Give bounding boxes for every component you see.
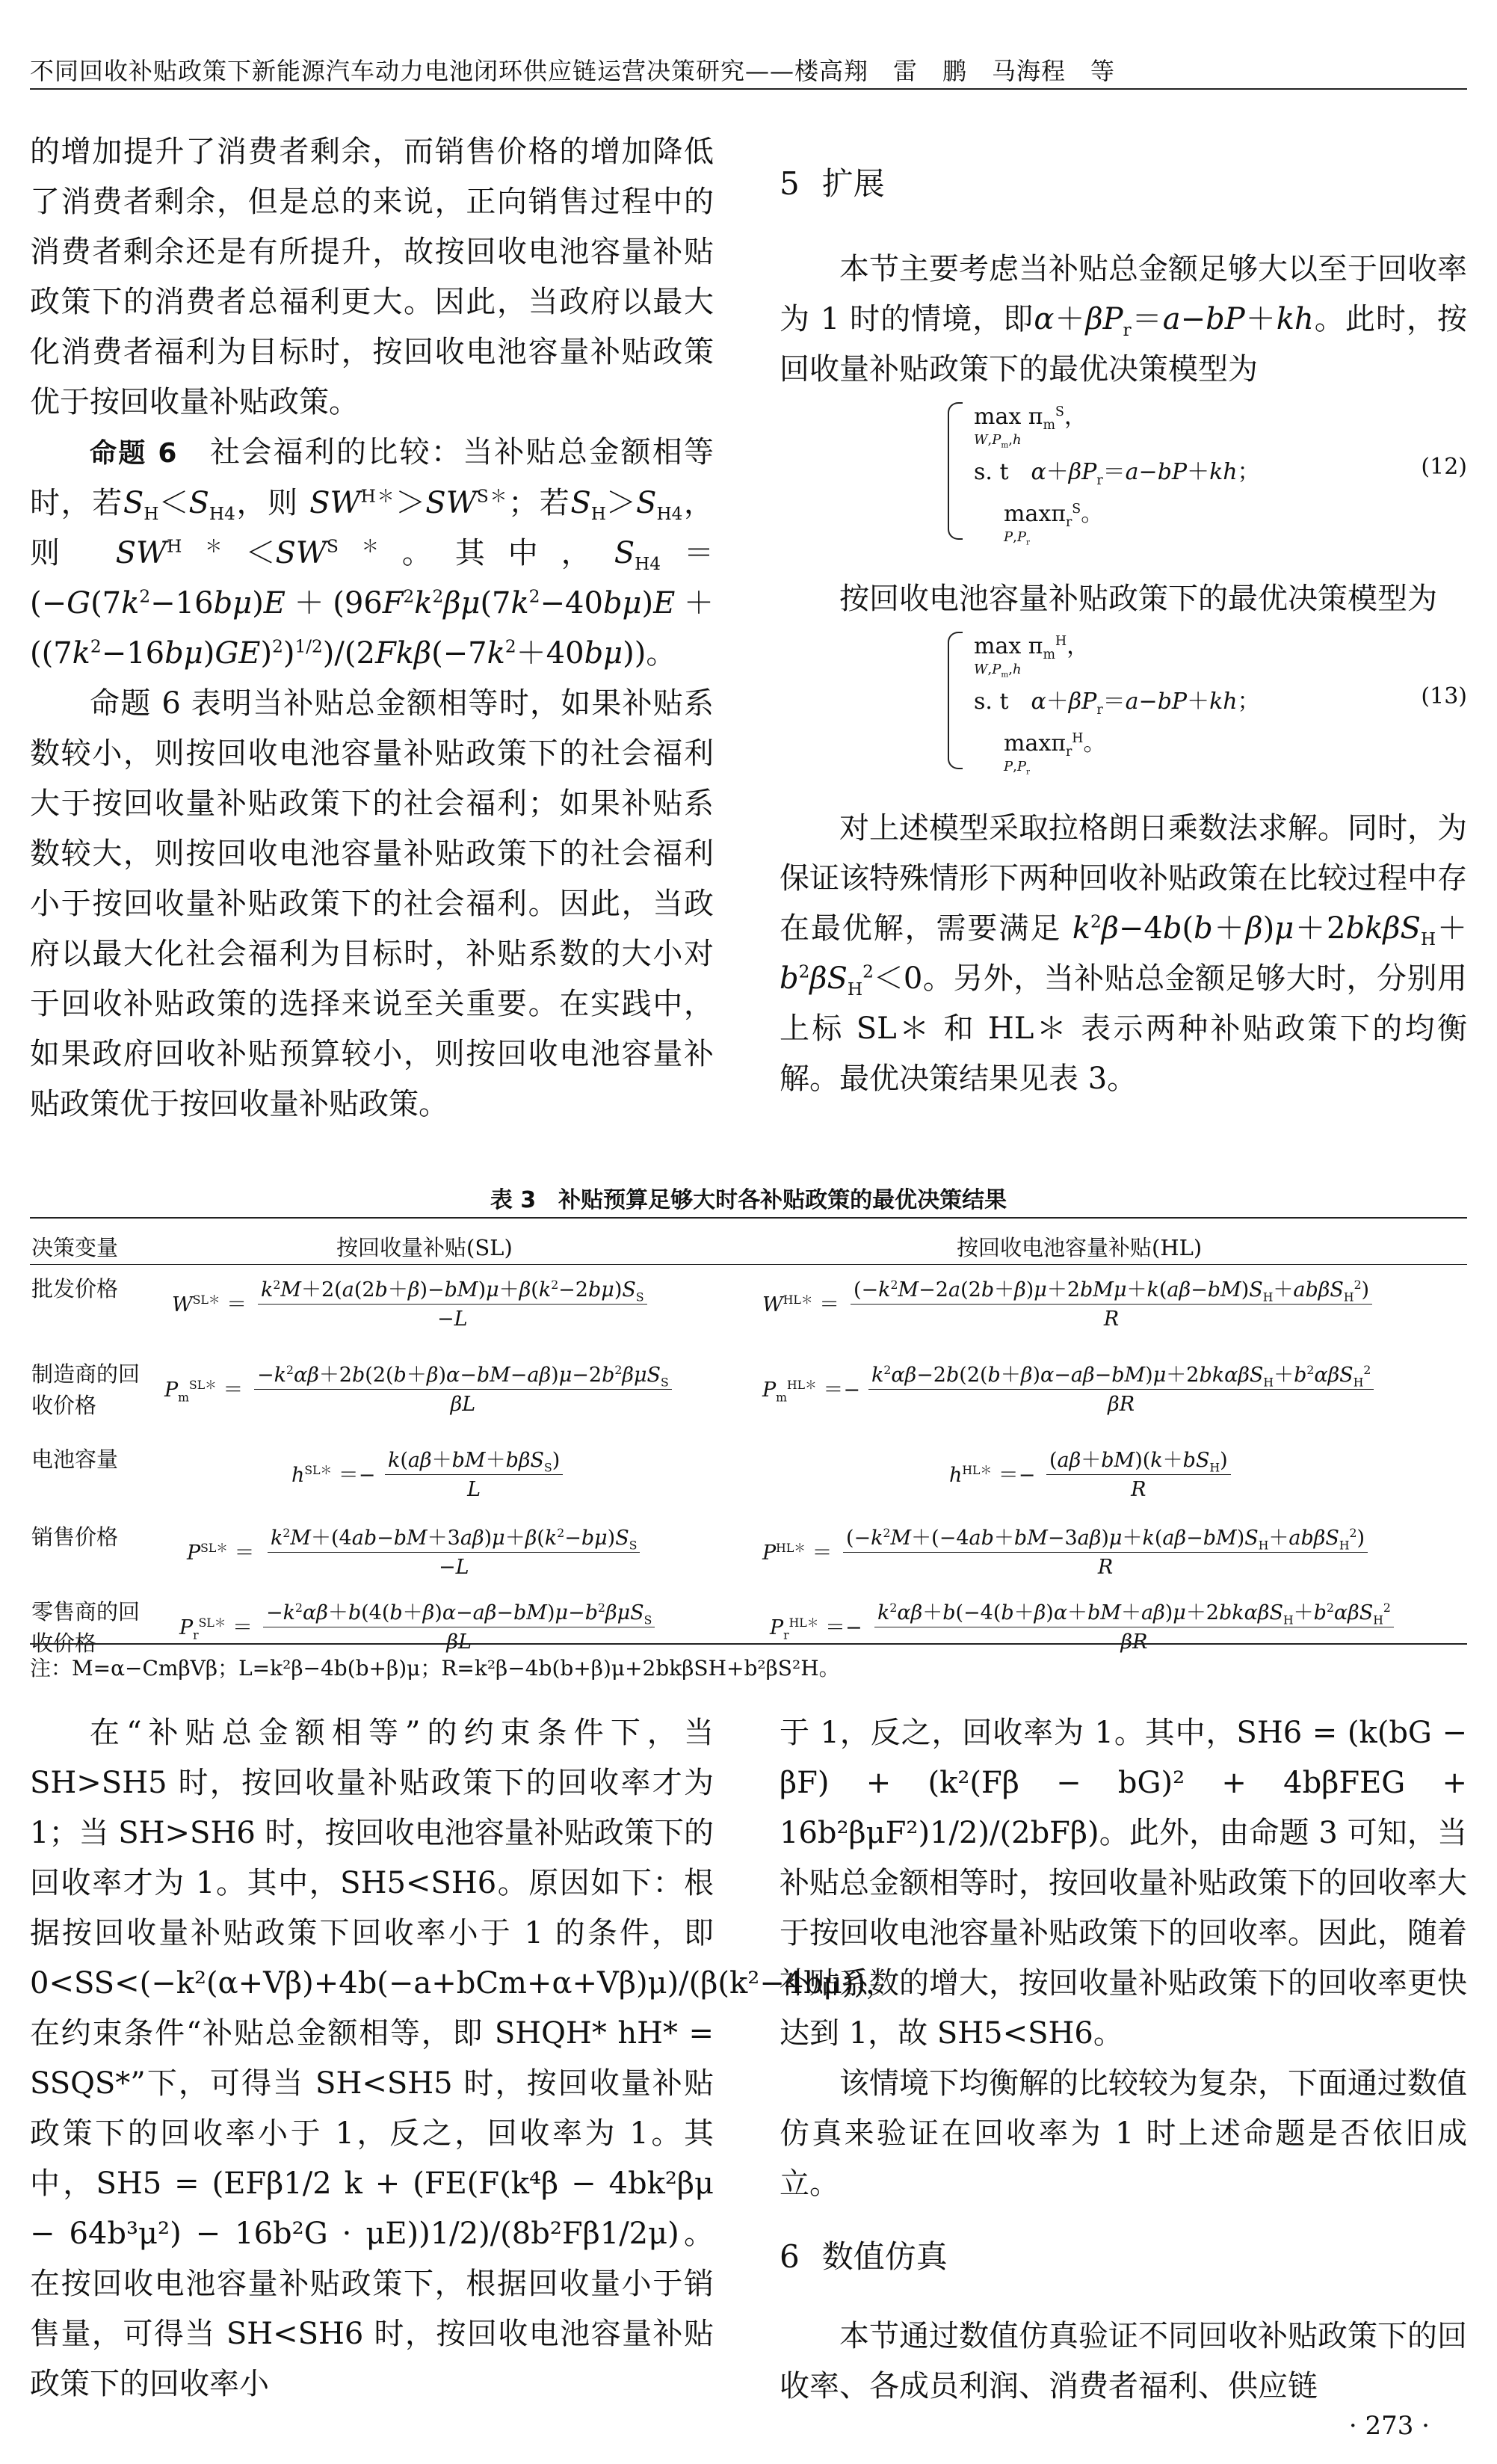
- header-hl: 按回收电池容量补贴(HL): [957, 1235, 1203, 1260]
- paragraph-sh6-definition: 于 1，反之，回收率为 1。其中，SH6 = (k(bG − βF) + (k²(Fβ − bG)² + 4bβFEG + 16b²βμF²)1/2)/(2bFβ)。此外，由命题 3 可知，当补贴总金额相等时，按回收量补贴政策下的回收率大于按回收电池容量补贴政策下的回收率。因此，随着补贴系数的增大，按回收量补贴政策下的回收率更快达到 1，故 SH5<SH6。: [780, 1716, 1467, 2051]
- equation-12: $\max \pi_m^S$， $W,P_m,h$ s. t $\alpha+\beta P_r=a-bP+kh$； maxπ$_r^S$。 $P,P_r$ (12): [780, 395, 1467, 552]
- paragraph-simulation-intro: 该情境下均衡解的比较较为复杂，下面通过数值仿真来验证在回收率为 1 时上述命题是否依旧成立。: [780, 2066, 1467, 2201]
- equation-number-13: (13): [1421, 683, 1467, 709]
- header-rule: [30, 88, 1467, 90]
- table-header-rule: [30, 1264, 1467, 1265]
- right-column-bottom: [780, 1708, 1467, 2412]
- running-header: 不同回收补贴政策下新能源汽车动力电池闭环供应链运营决策研究——楼高翔 雷 鹏 马海程 等: [30, 57, 1116, 85]
- table-bottom-rule: [30, 1643, 1467, 1645]
- header-decision-variable: 决策变量: [31, 1235, 119, 1260]
- equation-brace: [948, 632, 963, 769]
- paragraph-proposition-6-explanation: 命题 6 表明当补贴总金额相等时，如果补贴系数较小，则按回收电池容量补贴政策下的社会福利大于按回收量补贴政策下的社会福利；如果补贴系数较大，则按回收电池容量补贴政策下的社会福利小于按回收量补贴政策下的社会福利。因此，当政府以最大化社会福利为目标时，补贴系数的大小对于回收补贴政策的选择来说至关重要。在实践中，如果政府回收补贴预算较小，则按回收电池容量补贴政策优于按回收量补贴政策。: [30, 686, 714, 1121]
- table-3-title: 表 3 补贴预算足够大时各补贴政策的最优决策结果: [490, 1187, 1007, 1213]
- row-label-sale-price: 销售价格: [31, 1524, 119, 1550]
- paragraph-hl-model: 按回收电池容量补贴政策下的最优决策模型为: [839, 582, 1437, 616]
- table-top-rule: [30, 1217, 1467, 1219]
- table-header: [30, 1222, 1467, 1266]
- paragraph-simulation-start: 本节通过数值仿真验证不同回收补贴政策下的回收率、各成员利润、消费者福利、供应链: [780, 2319, 1467, 2403]
- row-label-manufacturer-recycle-price: 制造商的回收价格: [31, 1361, 141, 1418]
- equation-13: $\max \pi_m^H$， $W,P_m,h$ s. t $\alpha+\beta P_r=a-bP+kh$； maxπ$_r^H$。 $P,P_r$ (13): [780, 624, 1467, 781]
- equation-number-12: (12): [1421, 454, 1467, 480]
- section-5-heading: 5 扩展: [780, 165, 885, 202]
- left-column-top: [30, 127, 714, 1130]
- row-label-wholesale: 批发价格: [31, 1276, 119, 1302]
- header-sl: 按回收量补贴(SL): [336, 1235, 513, 1260]
- row-label-battery-capacity: 电池容量: [31, 1447, 119, 1472]
- paragraph-recycle-rate-condition: 在“补贴总金额相等”的约束条件下，当 SH>SH5 时，按回收量补贴政策下的回收率才为 1；当 SH>SH6 时，按回收电池容量补贴政策下的回收率才为 1。其中，SH5<SH6。原因如下：根据按回收量补贴政策下回收率小于 1 的条件，即 0<SS<(−k²(α+Vβ)+4b(−a+bCm+α+Vβ)μ)/(β(k²−4bμ))，在约束条件“补贴总金额相等，即 SHQH* hH* = SSQS*”下，可得当 SH<SH5 时，按回收量补贴政策下的回收率小于 1，反之，回收率为 1。其中，SH5 = (EFβ1/2 k + (FE(F(k⁴β − 4bk²βμ − 64b³μ²) − 16b²G · μE))1/2)/(8b²Fβ1/2μ)。在按回收电池容量补贴政策下，根据回收量小于销售量，可得当 SH<SH6 时，按回收电池容量补贴政策下的回收率小: [30, 1716, 896, 2401]
- right-column-top: [780, 142, 1467, 1104]
- row-label-retailer-recycle-price: 零售商的回收价格: [31, 1599, 141, 1656]
- proposition-6: 命题 6 社会福利的比较：当补贴总金额相等时，若$S_H<S_{H4}$，则 $SW^{H*}>SW^{S*}$；若$S_H>S_{H4}$，则 $SW^{H*}<SW^{S*}$。其中，$S_{H4}=(-G(7k^2-16b\mu)E+(96F^2k^2\beta\mu(7k^2-40b\mu)E+((7k^2-16b\mu)GE)^2)^{1/2})/(2Fk\beta(-7k^2+40b\mu))$。: [30, 435, 714, 671]
- paragraph-extension-intro: 本节主要考虑当补贴总金额足够大以至于回收率为 1 时的情境，即$\alpha+\beta P_r=a-bP+kh$。此时，按回收量补贴政策下的最优决策模型为: [780, 252, 1468, 386]
- paragraph-consumer-welfare: 的增加提升了消费者剩余，而销售价格的增加降低了消费者剩余，但是总的来说，正向销售过程中的消费者剩余还是有所提升，故按回收电池容量补贴政策下的消费者总福利更大。因此，当政府以最大化消费者福利为目标时，按回收电池容量补贴政策优于按回收量补贴政策。: [30, 135, 714, 419]
- table-note: 注：M=α−CmβVβ；L=k²β−4b(b+β)μ；R=k²β−4b(b+β)μ+2bkβSH+b²βS²H。: [30, 1656, 840, 1681]
- equation-brace: [948, 402, 963, 540]
- paragraph-lagrange: 对上述模型采取拉格朗日乘数法求解。同时，为保证该特殊情形下两种回收补贴政策在比较过程中存在最优解，需要满足 $k^2\beta-4b(b+\beta)\mu+2bk\beta S_H+b^2\beta S_H^2<0$。另外，当补贴总金额足够大时，分别用上标 SL＊ 和 HL＊ 表示两种补贴政策下的均衡解。最优决策结果见表 3。: [780, 811, 1468, 1096]
- section-6-heading: 6 数值仿真: [780, 2238, 948, 2275]
- proposition-label: 命题 6: [90, 438, 177, 469]
- page-number: · 273 ·: [1348, 2411, 1430, 2441]
